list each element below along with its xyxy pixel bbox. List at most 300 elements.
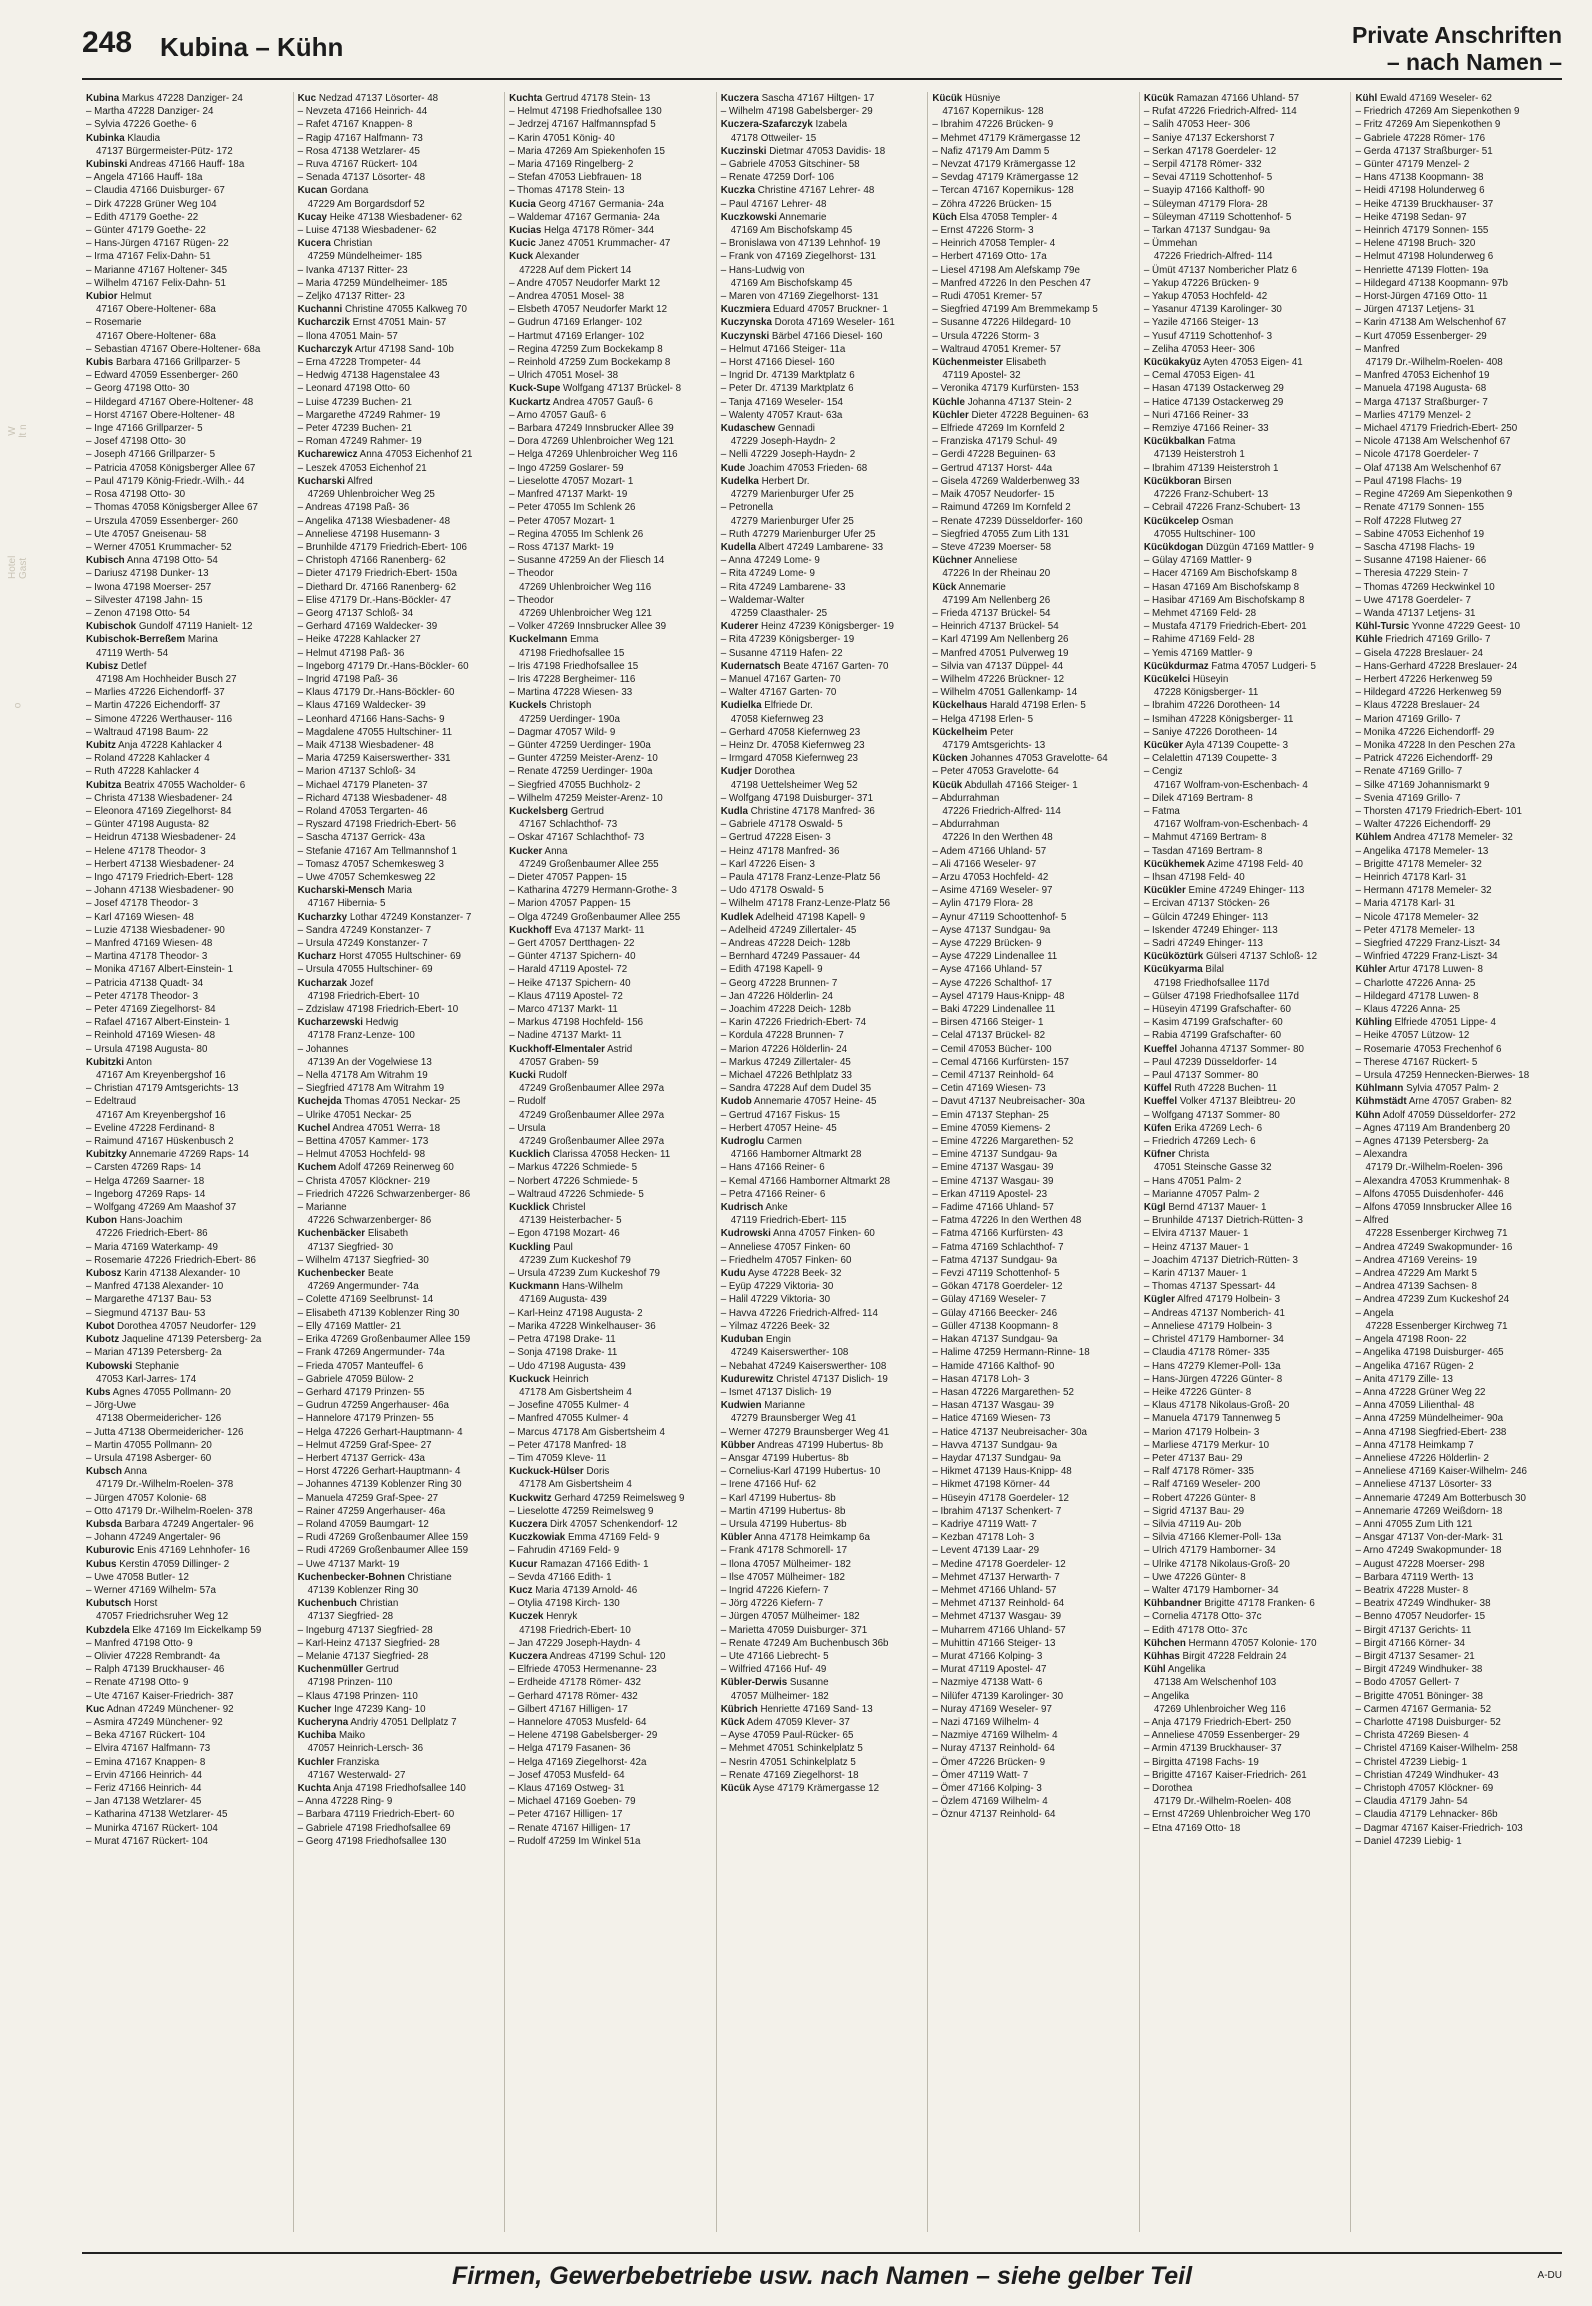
listing-entry: Kucharzky Lothar 47249 Konstanzer- 7 <box>297 911 472 923</box>
listing-entry: – Anna 47059 Lilienthal- 48 <box>1355 1400 1475 1412</box>
listing-entry: – Birgit 47166 Körner- 34 <box>1355 1637 1465 1649</box>
surname: Kucic <box>509 238 536 250</box>
listing-entry: 47226 Schwarzenberger- 86 <box>307 1215 432 1227</box>
surname: Kudu <box>720 1268 746 1280</box>
listing-entry: 47167 Am Kreyenbergshof 16 <box>96 1109 226 1121</box>
listing-entry: – Agnes 47119 Am Brandenberg 20 <box>1355 1122 1510 1134</box>
listing-entry: Kubinski Andreas 47166 Hauff- 18a <box>86 159 245 171</box>
listing-entry: – Jan 47226 Hölderlin- 24 <box>720 990 833 1002</box>
surname: Kuckuck <box>509 1373 550 1385</box>
listing-entry: – Saniye 47226 Dorotheen- 14 <box>1143 726 1278 738</box>
listing-entry: – Manuela 47179 Tannenweg 5 <box>1143 1413 1281 1425</box>
listing-entry: 47259 Uerdinger- 190a <box>519 713 620 725</box>
listing-entry: – Nelli 47229 Joseph-Haydn- 2 <box>720 449 856 461</box>
listing-column <box>927 92 1139 2232</box>
listing-entry: – Heike 47137 Spichern- 40 <box>509 977 631 989</box>
listing-entry: – Süleyman 47119 Schottenhof- 5 <box>1143 211 1292 223</box>
listing-entry: Kuckhoff-Elmentaler Astrid <box>509 1043 633 1055</box>
listing-entry: – Paul 47167 Lehrer- 48 <box>720 198 827 210</box>
listing-entry: – Irmgard 47058 Kiefernweg 23 <box>720 753 858 765</box>
listing-entry: – Henriette 47139 Flotten- 19a <box>1355 264 1489 276</box>
listing-entry: – Birgit 47249 Windhuker- 38 <box>1355 1664 1483 1676</box>
listing-entry: – Georg 47137 Schloß- 34 <box>297 607 414 619</box>
listing-entry: Kubon Hans-Joachim <box>86 1215 183 1227</box>
listing-entry: – Karl-Heinz 47137 Siegfried- 28 <box>297 1637 440 1649</box>
listing-entry: Kudjer Dorothea <box>720 766 795 778</box>
listing-entry: Kücükyarma Bilal <box>1143 964 1224 976</box>
listing-entry: – Davut 47137 Neubreisacher- 30a <box>932 1096 1085 1108</box>
listing-entry: Kucharski Alfred <box>297 475 373 487</box>
listing-entry: Kühhas Birgit 47228 Feldrain 24 <box>1143 1650 1287 1662</box>
listing-entry: – Friedrich 47269 Lech- 6 <box>1143 1136 1256 1148</box>
listing-entry: – Ömer 47119 Watt- 7 <box>932 1769 1029 1781</box>
listing-entry: – Johannes <box>297 1043 349 1055</box>
listing-entry: – Melanie 47137 Siegfried- 28 <box>297 1650 429 1662</box>
listing-entry: – Edeltraud <box>86 1096 137 1108</box>
listing-entry: Kücüker Ayla 47139 Coupette- 3 <box>1143 739 1289 751</box>
listing-entry: – Iris 47228 Bergheimer- 116 <box>509 673 636 685</box>
listing-entry: 47249 Großenbaumer Allee 255 <box>519 858 659 870</box>
listing-entry: – Heike 47139 Bruckhauser- 37 <box>1355 198 1494 210</box>
listing-entry: – Manuela 47259 Graf-Spee- 27 <box>297 1492 439 1504</box>
listing-entry: – Kezban 47178 Loh- 3 <box>932 1532 1035 1544</box>
listing-entry: – Mehmet 47169 Feld- 28 <box>1143 607 1257 619</box>
listing-entry: – Kurt 47059 Essenberger- 29 <box>1355 330 1487 342</box>
surname: Kubsda <box>86 1518 122 1530</box>
surname: Kucki <box>509 1070 536 1082</box>
listing-entry: Kucharzewski Hedwig <box>297 1017 399 1029</box>
listing-entry: Kuburovic Enis 47169 Lehnhofer- 16 <box>86 1545 250 1557</box>
listing-entry: – Günter 47198 Augusta- 82 <box>86 819 210 831</box>
listing-entry: – Celalettin 47139 Coupette- 3 <box>1143 753 1277 765</box>
listing-entry: – Gabriele 47053 Gitschiner- 58 <box>720 159 860 171</box>
surname: Kubitzki <box>86 1056 125 1068</box>
listing-entry: – Rudolf <box>509 1096 546 1108</box>
surname: Kuchta <box>297 1783 331 1794</box>
listing-entry: – Margarethe 47137 Bau- 53 <box>86 1294 212 1306</box>
listing-entry: 47178 Am Gisbertsheim 4 <box>519 1479 632 1491</box>
surname: Küchenmeister <box>932 357 1004 369</box>
listing-entry: – Marliese 47179 Merkur- 10 <box>1143 1439 1270 1451</box>
listing-entry: – Hans 47138 Koopmann- 38 <box>1355 172 1484 184</box>
listing-entry: 47166 Hamborner Altmarkt 28 <box>730 1149 862 1161</box>
listing-entry: – Hartmut 47169 Erlanger- 102 <box>509 330 645 342</box>
listing-entry: – Iskender 47249 Ehinger- 113 <box>1143 924 1278 936</box>
listing-entry: – Hannelore 47053 Musfeld- 64 <box>509 1716 647 1728</box>
listing-entry: – Kemal 47166 Hamborner Altmarkt 28 <box>720 1175 891 1187</box>
page-title: Kubina – Kühn <box>160 32 344 62</box>
listing-entry: – Ali 47166 Weseler- 97 <box>932 858 1037 870</box>
listing-entry: – Harald 47119 Apostel- 72 <box>509 964 628 976</box>
listing-entry: Kücükhemek Azime 47198 Feld- 40 <box>1143 858 1303 870</box>
listing-entry: – Rafet 47167 Knappen- 8 <box>297 119 413 131</box>
listing-entry: – Dagmar 47057 Wild- 9 <box>509 726 616 738</box>
surname: Küch <box>932 211 957 223</box>
listing-entry: – Karin 47226 Friedrich-Ebert- 74 <box>720 1017 867 1029</box>
side-watermark-text: W lt n <box>7 424 29 438</box>
listing-entry: – Inge 47166 Grillparzer- 5 <box>86 423 203 435</box>
listing-entry: – Hans-Ludwig von <box>720 264 805 276</box>
surname: Kücük <box>932 93 963 104</box>
listing-entry: – Fevzi 47119 Schottenhof- 5 <box>932 1268 1060 1280</box>
listing-entry: 47239 Zum Kuckeshof 79 <box>519 1254 631 1266</box>
listing-entry: Kuczera Andreas 47199 Schul- 120 <box>509 1650 666 1662</box>
surname: Kuczynski <box>720 330 770 342</box>
listing-entry: – Zöhra 47226 Brücken- 15 <box>932 198 1052 210</box>
listing-entry: – Nilüfer 47139 Karolinger- 30 <box>932 1690 1064 1702</box>
listing-entry: Kudaschew Gennadi <box>720 423 815 435</box>
listing-entry: – Maria 47178 Karl- 31 <box>1355 898 1456 910</box>
listing-entry: – Cemal 47053 Eigen- 41 <box>1143 370 1255 382</box>
listing-entry: – Herbert 47057 Heine- 45 <box>720 1122 837 1134</box>
listing-entry: – Peter 47178 Manfred- 18 <box>509 1439 627 1451</box>
surname: Kuczera <box>509 1650 548 1662</box>
listing-entry: – Friedrich 47269 Am Siepenkothen 9 <box>1355 106 1520 118</box>
surname: Kuchler <box>297 1756 335 1768</box>
listing-entry: – Leonard 47198 Otto- 60 <box>297 383 410 395</box>
listing-entry: – Ursula 47198 Augusta- 80 <box>86 1043 208 1055</box>
listing-entry: Kuc Adnan 47249 Münchener- 92 <box>86 1703 234 1715</box>
surname: Küfner <box>1143 1149 1176 1161</box>
listing-entry: – Anni 47055 Zum Lith 121 <box>1355 1518 1473 1530</box>
listing-entry: – Marlies 47179 Menzel- 2 <box>1355 409 1471 421</box>
surname: Kubitzky <box>86 1149 127 1161</box>
listing-entry: – Murat 47119 Apostel- 47 <box>932 1664 1047 1676</box>
listing-entry: – Hamide 47166 Kalthof- 90 <box>932 1360 1055 1372</box>
listing-entry: Kudrowski Anna 47057 Finken- 60 <box>720 1228 875 1240</box>
listing-entry: – Anneliese 47137 Lösorter- 33 <box>1355 1479 1492 1491</box>
listing-entry: – Tercan 47167 Kopernikus- 128 <box>932 185 1074 197</box>
listing-entry: – Waldemar-Walter <box>720 594 805 606</box>
listing-entry: – Arno 47249 Swakopmunder- 18 <box>1355 1545 1502 1557</box>
listing-entry: Kuczera Dirk 47057 Schenkendorf- 12 <box>509 1518 678 1530</box>
listing-entry: 47279 Braunsberger Weg 41 <box>730 1413 857 1425</box>
listing-entry: – Zeliha 47053 Heer- 306 <box>1143 343 1255 355</box>
listing-entry: – Heidrun 47138 Wiesbadener- 24 <box>86 832 236 844</box>
listing-entry: 47137 Bürgermeister-Pütz- 172 <box>96 145 233 157</box>
listing-entry: – Georg 47198 Friedhofsallee 130 <box>297 1835 447 1847</box>
listing-entry: – Thomas 47137 Spessart- 44 <box>1143 1281 1276 1293</box>
surname: Kübrich <box>720 1703 758 1715</box>
surname: Kubus <box>86 1558 117 1570</box>
listing-entry: – Susanne 47119 Hafen- 22 <box>720 647 843 659</box>
listing-entry: Kudrisch Anke <box>720 1202 788 1214</box>
surname: Kubotz <box>86 1334 120 1346</box>
listing-entry: – Ansgar 47137 Von-der-Mark- 31 <box>1355 1532 1504 1544</box>
listing-entry: – Brigitte 47167 Kaiser-Friedrich- 261 <box>1143 1769 1307 1781</box>
surname: Kückelheim <box>932 726 988 738</box>
listing-entry: – Olaf 47138 Am Welschenhof 67 <box>1355 462 1502 474</box>
listing-entry: – Maria 47269 Am Spiekenhofen 15 <box>509 145 665 157</box>
listing-entry: – Christa 47138 Wiesbadener- 24 <box>86 792 233 804</box>
listing-entry: – Martin 47226 Eichendorff- 37 <box>86 700 221 712</box>
listing-entry: Kügler Alfred 47179 Holbein- 3 <box>1143 1294 1281 1306</box>
listing-entry: – Manfred 47226 In den Peschen 47 <box>932 277 1091 289</box>
listing-entry: – Peter 47169 Ziegelhorst- 84 <box>86 1004 216 1016</box>
listing-entry: Kubsda Barbara 47249 Angertaler- 96 <box>86 1518 254 1530</box>
surname: Kueffel <box>1143 1043 1178 1055</box>
listing-entry: Kubzdela Elke 47169 Im Eickelkamp 59 <box>86 1624 262 1636</box>
listing-entry: – Manfred 47055 Kulmer- 4 <box>509 1413 629 1425</box>
listing-entry: – Cornelia 47178 Otto- 37c <box>1143 1611 1262 1623</box>
listing-entry: – Elfriede 47269 Im Kornfeld 2 <box>932 423 1065 435</box>
listing-entry: Kubina Markus 47228 Danziger- 24 <box>86 93 243 104</box>
listing-entry: – Ingeburg 47137 Siegfried- 28 <box>297 1624 433 1636</box>
listing-entry: – Marlies 47226 Eichendorff- 37 <box>86 687 225 699</box>
listing-entry: – Horst 47167 Obere-Holtener- 48 <box>86 409 235 421</box>
listing-entry: – Bronislawa von 47139 Lehnhof- 19 <box>720 238 881 250</box>
surname: Kucharewicz <box>297 449 358 461</box>
listing-entry: – Senada 47137 Lösorter- 48 <box>297 172 426 184</box>
listing-entry: – Anna 47259 Mündelheimer- 90a <box>1355 1413 1504 1425</box>
listing-entry: 47119 Apostel- 32 <box>942 370 1021 382</box>
listing-entry: Kühlmann Sylvia 47057 Palm- 2 <box>1355 1083 1499 1095</box>
listing-entry: – Nazmiye 47169 Wilhelm- 4 <box>932 1730 1058 1742</box>
listing-entry: Kühl-Tursic Yvonne 47229 Geest- 10 <box>1355 621 1521 633</box>
listing-entry: – Udo 47178 Oswald- 5 <box>720 885 824 897</box>
listing-entry: Kuczynski Bärbel 47166 Diesel- 160 <box>720 330 883 342</box>
listing-entry: – Sebastian 47167 Obere-Holtener- 68a <box>86 343 261 355</box>
surname: Kucera <box>297 238 331 250</box>
surname: Kühmstädt <box>1355 1096 1407 1108</box>
surname: Kucia <box>509 198 536 210</box>
surname: Kucharz <box>297 951 337 963</box>
listing-entry: Kuchanni Christine 47055 Kalkweg 70 <box>297 304 467 316</box>
surname: Kucklick <box>509 1202 550 1214</box>
listing-entry: – Helmut 47198 Paß- 36 <box>297 647 405 659</box>
listing-entry: – Rosa 47198 Otto- 30 <box>86 489 186 501</box>
listing-entry: – Karin 47138 Am Welschenhof 67 <box>1355 317 1507 329</box>
listing-entry: 47167 Obere-Holtener- 68a <box>96 330 216 342</box>
listing-entry: – Thomas 47178 Stein- 13 <box>509 185 625 197</box>
listing-entry: 47269 Uhlenbroicher Weg 116 <box>1153 1703 1286 1715</box>
listing-entry: – Murat 47167 Rückert- 104 <box>86 1835 208 1847</box>
listing-entry: – Marika 47228 Winkelhauser- 36 <box>509 1320 656 1332</box>
listing-entry: Kübler-Derwis Susanne <box>720 1677 829 1689</box>
listing-entry: – Wilhelm 47167 Felix-Dahn- 51 <box>86 277 226 289</box>
listing-entry: – Manfred 47169 Wiesen- 48 <box>86 938 213 949</box>
listing-entry: – Gülay 47166 Beecker- 246 <box>932 1307 1058 1319</box>
listing-entry: Kühlem Andrea 47178 Memeler- 32 <box>1355 832 1513 844</box>
listing-entry: – Roman 47249 Rahmer- 19 <box>297 436 422 448</box>
listing-entry: Kucklich Clarissa 47058 Hecken- 11 <box>509 1149 671 1161</box>
listing-entry: Kuchenmüller Gertrud <box>297 1664 399 1676</box>
listing-entry: – Rabia 47199 Grafschafter- 60 <box>1143 1030 1282 1042</box>
surname: Küffel <box>1143 1083 1172 1095</box>
listing-entry: 47167 Am Kreyenbergshof 16 <box>96 1070 226 1082</box>
listing-entry: – Anneliese 47179 Holbein- 3 <box>1143 1320 1272 1332</box>
listing-entry: – Wilhelm 47198 Gabelsberger- 29 <box>720 106 873 118</box>
listing-entry: – Uwe 47058 Butler- 12 <box>86 1571 189 1583</box>
listing-entry: – Maik 47138 Wiesbadener- 48 <box>297 739 434 751</box>
listing-entry: – Siegfried 47055 Zum Lith 131 <box>932 528 1070 540</box>
listing-entry: Kuczmiera Eduard 47057 Bruckner- 1 <box>720 304 888 316</box>
surname: Kuchejda <box>297 1096 342 1108</box>
listing-entry: Kuck-Supe Wolfgang 47137 Brückel- 8 <box>509 383 682 395</box>
listing-entry: 47229 Joseph-Haydn- 2 <box>730 436 836 448</box>
listing-entry: – Angelika 47178 Memeler- 13 <box>1355 845 1489 857</box>
listing-entry: – Hildegard 47167 Obere-Holtener- 48 <box>86 396 254 408</box>
listing-entry: – Halil 47229 Viktoria- 30 <box>720 1294 831 1306</box>
listing-entry: – Claudia 47166 Duisburger- 67 <box>86 185 225 197</box>
listing-entry: – Ingrid 47198 Paß- 36 <box>297 673 398 685</box>
listing-entry: – Ayse 47059 Paul-Rücker- 65 <box>720 1730 854 1742</box>
listing-entry: – Johann 47138 Wiesbadener- 90 <box>86 885 234 897</box>
listing-entry: Kühmstädt Arne 47057 Graben- 82 <box>1355 1096 1512 1108</box>
surname: Kuckels <box>509 700 547 712</box>
listing-entry: Kubutsch Horst <box>86 1598 158 1610</box>
listing-entry: Kuchta Anja 47198 Friedhofsallee 140 <box>297 1783 466 1794</box>
listing-entry: – Martin 47199 Hubertus- 8b <box>720 1505 846 1517</box>
surname: Kubina <box>86 93 120 104</box>
surname: Kück <box>932 581 957 593</box>
listing-entry: – Özlem 47169 Wilhelm- 4 <box>932 1796 1048 1808</box>
surname: Kuczkowiak <box>509 1532 566 1544</box>
listing-entry: – Rudi 47051 Kremer- 57 <box>932 291 1043 303</box>
listing-entry: – Ruva 47167 Rückert- 104 <box>297 159 418 171</box>
surname: Kuczek <box>509 1611 544 1623</box>
listing-entry: – Anneliese 47057 Finken- 60 <box>720 1241 851 1253</box>
listing-entry: – Werner 47051 Krummacher- 52 <box>86 541 232 553</box>
listing-entry: – Dilek 47169 Bertram- 8 <box>1143 792 1253 804</box>
surname: Kubutsch <box>86 1598 132 1610</box>
surname: Kübler-Derwis <box>720 1677 788 1689</box>
listing-entry: – Uwe 47178 Goerdeler- 7 <box>1355 594 1471 606</box>
listing-entry: 47226 In den Werthen 48 <box>942 832 1053 844</box>
listing-entry: – Herbert 47226 Herkenweg 59 <box>1355 673 1493 685</box>
listing-entry: – Angela <box>1355 1307 1394 1319</box>
listing-entry: – Muharrem 47166 Uhland- 57 <box>932 1624 1066 1636</box>
surname: Küfen <box>1143 1122 1172 1134</box>
listing-entry: Kubitzky Annemarie 47269 Raps- 14 <box>86 1149 249 1161</box>
listing-entry: – Cemal 47166 Kurfürsten- 157 <box>932 1056 1070 1068</box>
listing-entry: – Raimund 47167 Hüskenbusch 2 <box>86 1136 234 1148</box>
listing-entry: – Hikmet 47198 Körner- 44 <box>932 1479 1050 1491</box>
listing-entry: – Aynur 47119 Schoottenhof- 5 <box>932 911 1067 923</box>
listing-entry: Kubinka Klaudia <box>86 132 161 144</box>
listing-entry: – Heinrich 47178 Karl- 31 <box>1355 871 1467 883</box>
listing-entry: – Marion 47169 Grillo- 7 <box>1355 713 1461 725</box>
listing-entry: – Klaus 47228 Breslauer- 24 <box>1355 700 1480 712</box>
listing-entry: – Abdurrahman <box>932 819 1000 831</box>
listing-entry: – Asime 47169 Weseler- 97 <box>932 885 1053 897</box>
surname: Kücükboran <box>1143 475 1202 487</box>
listing-entry: – Yemis 47169 Mattler- 9 <box>1143 647 1253 659</box>
surname: Kuckwitz <box>509 1492 552 1504</box>
listing-entry: – Fadime 47166 Uhland- 57 <box>932 1202 1054 1214</box>
listing-entry: – Bettina 47057 Kammer- 173 <box>297 1136 429 1148</box>
surname: Kuck-Supe <box>509 383 561 395</box>
listing-entry: Kuckelmann Emma <box>509 634 599 646</box>
surname: Kühl-Tursic <box>1355 621 1410 633</box>
listing-entry: 47178 Am Gisbertsheim 4 <box>519 1386 632 1398</box>
listing-entry: – Charlotte 47226 Anna- 25 <box>1355 977 1476 989</box>
listing-entry: – Patricia 47138 Quadt- 34 <box>86 977 204 989</box>
listing-entry: – Andreas 47137 Nomberich- 41 <box>1143 1307 1285 1319</box>
listing-entry: 47259 Mündelheimer- 185 <box>307 251 422 263</box>
listing-entry: Kucharczyk Artur 47198 Sand- 10b <box>297 343 454 355</box>
listing-entry: 47057 Mülheimer- 182 <box>730 1690 829 1702</box>
listing-entry: – Hasan 47169 Am Bischofskamp 8 <box>1143 581 1300 593</box>
surname: Kubisch <box>86 555 125 567</box>
listing-entry: – Alfons 47055 Duisdenhofer- 446 <box>1355 1188 1504 1200</box>
listing-entry: – Hasan 47139 Ostackerweg 29 <box>1143 383 1284 395</box>
listing-entry: – Dieter 47057 Pappen- 15 <box>509 871 627 883</box>
listing-entry: 47228 Essenberger Kirchweg 71 <box>1365 1320 1508 1332</box>
surname: Kubischok-Berreßem <box>86 634 186 646</box>
listing-entry: – Ute 47167 Kaiser-Friedrich- 387 <box>86 1690 234 1702</box>
listing-entry: – Uwe 47057 Schemkesweg 22 <box>297 871 436 883</box>
listing-entry: – Ervin 47166 Heinrich- 44 <box>86 1769 202 1781</box>
listing-entry: – Petronella <box>720 502 774 514</box>
listing-entry: 47259 Claasthaler- 25 <box>730 607 828 619</box>
listing-entry: – Magdalene 47055 Hultschiner- 11 <box>297 726 453 738</box>
listing-entry: – Uwe 47137 Markt- 19 <box>297 1558 400 1570</box>
listing-entry: – Andreas 47228 Deich- 128b <box>720 938 851 949</box>
listing-entry: – Ibrahim 47226 Dorotheen- 14 <box>1143 700 1281 712</box>
listing-entry: – Ursula 47226 Storm- 3 <box>932 330 1040 342</box>
listing-entry: – Paul 47239 Düsseldorfer- 14 <box>1143 1056 1277 1068</box>
listing-entry: – Ragip 47167 Halfmann- 73 <box>297 132 423 144</box>
listing-entry: – Joseph 47166 Grillparzer- 5 <box>86 449 216 461</box>
surname: Kucher <box>297 1703 332 1715</box>
listing-entry: – Tanja 47169 Weseler- 154 <box>720 396 843 408</box>
listing-entry: – Ihsan 47198 Feld- 40 <box>1143 871 1245 883</box>
listing-entry: 47058 Kiefernweg 23 <box>730 713 824 725</box>
surname: Kuchenmüller <box>297 1664 363 1676</box>
listing-entry: – Hans-Jürgen 47167 Rügen- 22 <box>86 238 229 250</box>
surname: Kucur <box>509 1558 538 1570</box>
surname: Kubs <box>86 1386 111 1398</box>
listing-entry: 47139 An der Vogelwiese 13 <box>307 1056 432 1068</box>
listing-entry: Küfner Christa <box>1143 1149 1210 1161</box>
listing-entry: – Anja 47179 Friedrich-Ebert- 250 <box>1143 1716 1291 1728</box>
surname: Kude <box>720 462 746 474</box>
listing-entry: – Ursula 47259 Hennecken-Bierwes- 18 <box>1355 1070 1530 1082</box>
listing-entry: – Birgit 47137 Gerichts- 11 <box>1355 1624 1472 1636</box>
listing-entry: – Cengiz <box>1143 766 1183 778</box>
listing-entry: – Waltraud 47226 Schmiede- 5 <box>509 1188 644 1200</box>
listing-entry: – Patrick 47226 Eichendorff- 29 <box>1355 753 1493 765</box>
listing-entry: – Nella 47178 Am Witrahm 19 <box>297 1070 428 1082</box>
listing-entry: – Sevdag 47179 Krämergasse 12 <box>932 172 1079 184</box>
surname: Kühler <box>1355 964 1387 976</box>
listing-entry: 47198 Friedhofsallee 15 <box>519 647 625 659</box>
listing-entry: – Gabriele 47228 Römer- 176 <box>1355 132 1486 144</box>
listing-entry: – Ercivan 47137 Stöcken- 26 <box>1143 898 1270 910</box>
listing-entry: – Gülcin 47249 Ehinger- 113 <box>1143 911 1268 923</box>
listing-entry: – Klaus 47119 Apostel- 72 <box>509 990 623 1002</box>
listing-entry: – Luise 47138 Wiesbadener- 62 <box>297 225 437 237</box>
listing-entry: – Baki 47229 Lindenallee 11 <box>932 1004 1056 1016</box>
listing-entry: 47226 In der Rheinau 20 <box>942 568 1051 580</box>
listing-entry: – Peter 47167 Hilligen- 17 <box>509 1809 623 1821</box>
listing-entry: – Theodor <box>509 568 554 580</box>
listing-entry: – Gerhard 47179 Prinzen- 55 <box>297 1386 425 1398</box>
surname: Kudurewitz <box>720 1373 774 1385</box>
listing-entry: Kudroglu Carmen <box>720 1136 802 1148</box>
listing-entry: – Angelika 47167 Rügen- 2 <box>1355 1360 1474 1372</box>
listing-entry: – Klaus 47179 Dr.-Hans-Böckler- 60 <box>297 687 455 699</box>
listing-entry: – Nesrin 47051 Schinkelplatz 5 <box>720 1756 856 1768</box>
listing-entry: – Annemarie 47269 Weißdorn- 18 <box>1355 1505 1503 1517</box>
listing-entry: Kude Joachim 47053 Frieden- 68 <box>720 462 868 474</box>
listing-entry: – Olivier 47228 Rembrandt- 4a <box>86 1650 220 1662</box>
listing-entry: – Ibrahim 47226 Brücken- 9 <box>932 119 1054 131</box>
surname: Kudroglu <box>720 1136 765 1148</box>
listing-entry: Kucker Anna <box>509 845 568 857</box>
surname: Kubowski <box>86 1360 133 1372</box>
